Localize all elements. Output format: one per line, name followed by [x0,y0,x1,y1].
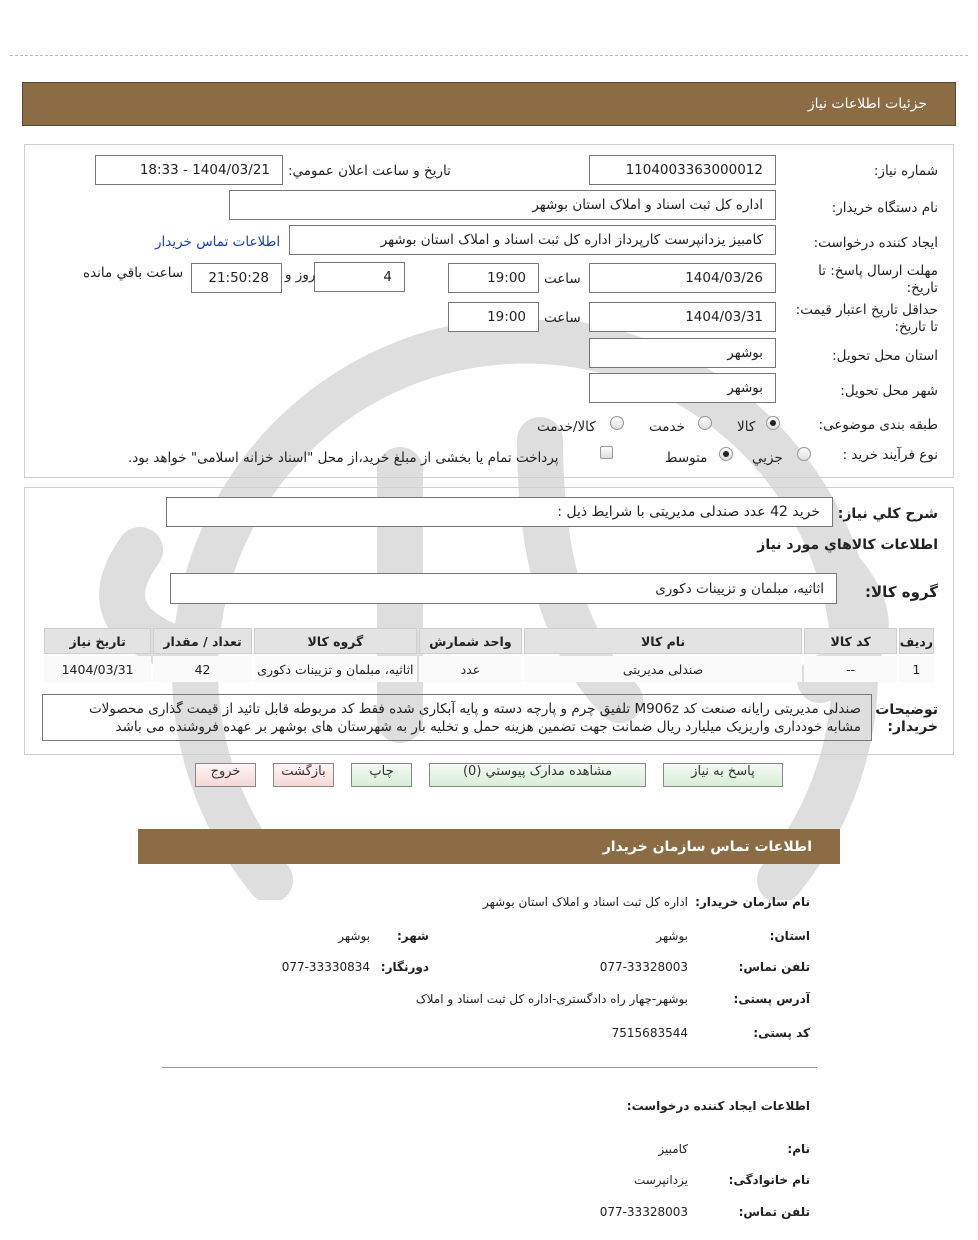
deadline-date-field: 1404/03/26 [589,263,776,293]
goods-group-field: اثاثیه، مبلمان و تزیینات دکوری [170,573,837,604]
deadline-time-field: 19:00 [448,263,539,293]
creator-last-name-value: یزدانپرست [633,1173,688,1187]
cell-item-name: صندلی مدیریتی [524,656,803,682]
col-item-name: نام کالا [524,628,803,654]
buyer-notes-label: توضیحات خریدار: [875,702,938,735]
col-item-group: گروه کالا [254,628,417,654]
buyer-notes-text: صندلی مدیریتی رایانه صنعت کد M906z تلفیق چرم و پارچه دسته و پایه آبکاری شده فقط کد مربوطه قابل تائید از قیمت گذاری محصولات مشابه خودداری واریزیک میلیارد ریال ضمانت جهت تضمین هزینه حمل و تخلیه بار به شهرستان های بوشهر بر عهده فروشنده می باشد [88,701,861,735]
page-header [22,82,956,126]
category-option-goods-service: کالا/خدمت [537,419,596,435]
contact-org-label: نام سازمان خریدار: [695,895,810,909]
buyer-contact-link[interactable]: اطلاعات تماس خریدار [155,234,281,250]
province-label: استان محل تحویل: [832,348,938,364]
creator-first-name-value: کامبیز [658,1142,688,1156]
contact-fax-label: دورنگار: [380,960,429,974]
treasury-checkbox[interactable] [600,446,613,459]
print-button[interactable]: چاپ [351,763,412,787]
summary-label: شرح کلي نیاز: [837,506,938,522]
cell-item-group: اثاثیه، مبلمان و تزیینات دکوری [254,656,417,682]
days-label: روز و [285,267,316,283]
province-field: بوشهر [589,338,776,368]
exit-button[interactable]: خروج [195,763,256,787]
category-radio-goods-service[interactable] [610,416,624,430]
validity-time-label: ساعت [544,310,581,326]
col-need-date: تاریخ نیاز [44,628,151,654]
creator-info-heading: اطلاعات ایجاد کننده درخواست: [626,1099,810,1113]
goods-heading: اطلاعات کالاهاي مورد نیاز [757,537,938,553]
cell-row-number: 1 [899,656,934,682]
creator-phone-label: تلفن تماس: [738,1205,810,1219]
creator-phone-value: 077-33328003 [599,1205,688,1219]
need-number-field: 1104003363000012 [589,155,776,185]
creator-first-name-label: نام: [787,1142,810,1156]
cell-unit: عدد [419,656,522,682]
creator-label: ایجاد کننده درخواست: [813,235,938,251]
contact-postal-value: 7515683544 [611,1026,688,1040]
reply-button[interactable]: پاسخ به نیاز [663,763,783,787]
days-field: 4 [314,262,405,292]
remaining-label: ساعت باقي مانده [83,265,184,281]
deadline-time-label: ساعت [544,271,581,287]
payment-note: پرداخت تمام یا بخشی از مبلغ خرید،از محل "اسناد خزانه اسلامی" خواهد بود. [128,450,559,466]
attachments-button[interactable]: مشاهده مدارک پیوستي (0) [429,763,646,787]
contact-province-value: بوشهر [656,929,688,943]
contact-divider [162,1067,817,1068]
validity-time-field: 19:00 [448,302,539,332]
contact-province-label: استان: [769,929,810,943]
need-number-label: شماره نیاز: [873,163,938,179]
process-option-medium: متوسط [665,450,708,466]
deadline-label: مهلت ارسال پاسخ: تا تاریخ: [818,263,938,296]
contact-city-value: بوشهر [338,929,370,943]
validity-date-field: 1404/03/31 [589,302,776,332]
category-option-service: خدمت [649,419,685,435]
city-field: بوشهر [589,373,776,403]
announce-field: 1404/03/21 - 18:33 [95,155,283,185]
goods-table [42,626,936,684]
summary-field: خرید 42 عدد صندلی مدیریتی با شرایط ذیل : [166,497,833,527]
goods-group-label: گروه کالا: [865,583,938,601]
category-option-goods: کالا [737,419,756,435]
contact-org-value: اداره کل ثبت اسناد و املاک استان بوشهر [482,895,688,909]
contact-header [138,829,840,864]
col-quantity: تعداد / مقدار [153,628,252,654]
contact-city-label: شهر: [397,929,429,943]
process-radio-medium[interactable] [719,447,733,461]
contact-postal-label: کد پستی: [753,1026,810,1040]
process-radio-minor[interactable] [797,447,811,461]
remaining-time-field: 21:50:28 [191,263,282,293]
contact-address-value: بوشهر-چهار راه دادگستری-اداره کل ثبت اسناد و املاک [415,992,688,1006]
contact-phone-value: 077-33328003 [599,960,688,974]
buyer-notes-box [42,694,872,741]
contact-address-label: آدرس پستی: [733,992,810,1006]
cell-quantity: 42 [153,656,252,682]
col-row-number: ردیف [899,628,934,654]
category-radio-goods[interactable] [766,416,780,430]
validity-label: حداقل تاریخ اعتبار قیمت: تا تاریخ: [795,302,938,335]
creator-field: کامبیز یزدانپرست کارپرداز اداره کل ثبت اسناد و املاک استان بوشهر [289,225,776,255]
process-option-minor: جزیي [752,450,783,466]
announce-label: تاریخ و ساعت اعلان عمومي: [288,163,451,179]
creator-last-name-label: نام خانوادگی: [728,1173,810,1187]
contact-title: اطلاعات تماس سازمان خریدار [602,838,812,855]
back-button[interactable]: بازگشت [273,763,334,787]
city-label: شهر محل تحویل: [840,383,938,399]
col-item-code: کد کالا [804,628,896,654]
cell-item-code: -- [804,656,896,682]
top-divider [10,55,968,56]
category-radio-service[interactable] [698,416,712,430]
contact-phone-label: تلفن تماس: [738,960,810,974]
col-unit: واحد شمارش [419,628,522,654]
category-label: طبقه بندی موضوعی: [818,417,938,433]
buyer-org-label: نام دستگاه خریدار: [831,200,938,216]
cell-need-date: 1404/03/31 [44,656,151,682]
table-row [44,656,934,682]
buyer-org-field: اداره کل ثبت اسناد و املاک استان بوشهر [229,190,776,220]
contact-fax-value: 077-33330834 [281,960,370,974]
process-label: نوع فرآیند خرید : [842,447,938,463]
goods-table-header [44,628,934,654]
page-title: جزئیات اطلاعات نیاز [807,96,927,112]
